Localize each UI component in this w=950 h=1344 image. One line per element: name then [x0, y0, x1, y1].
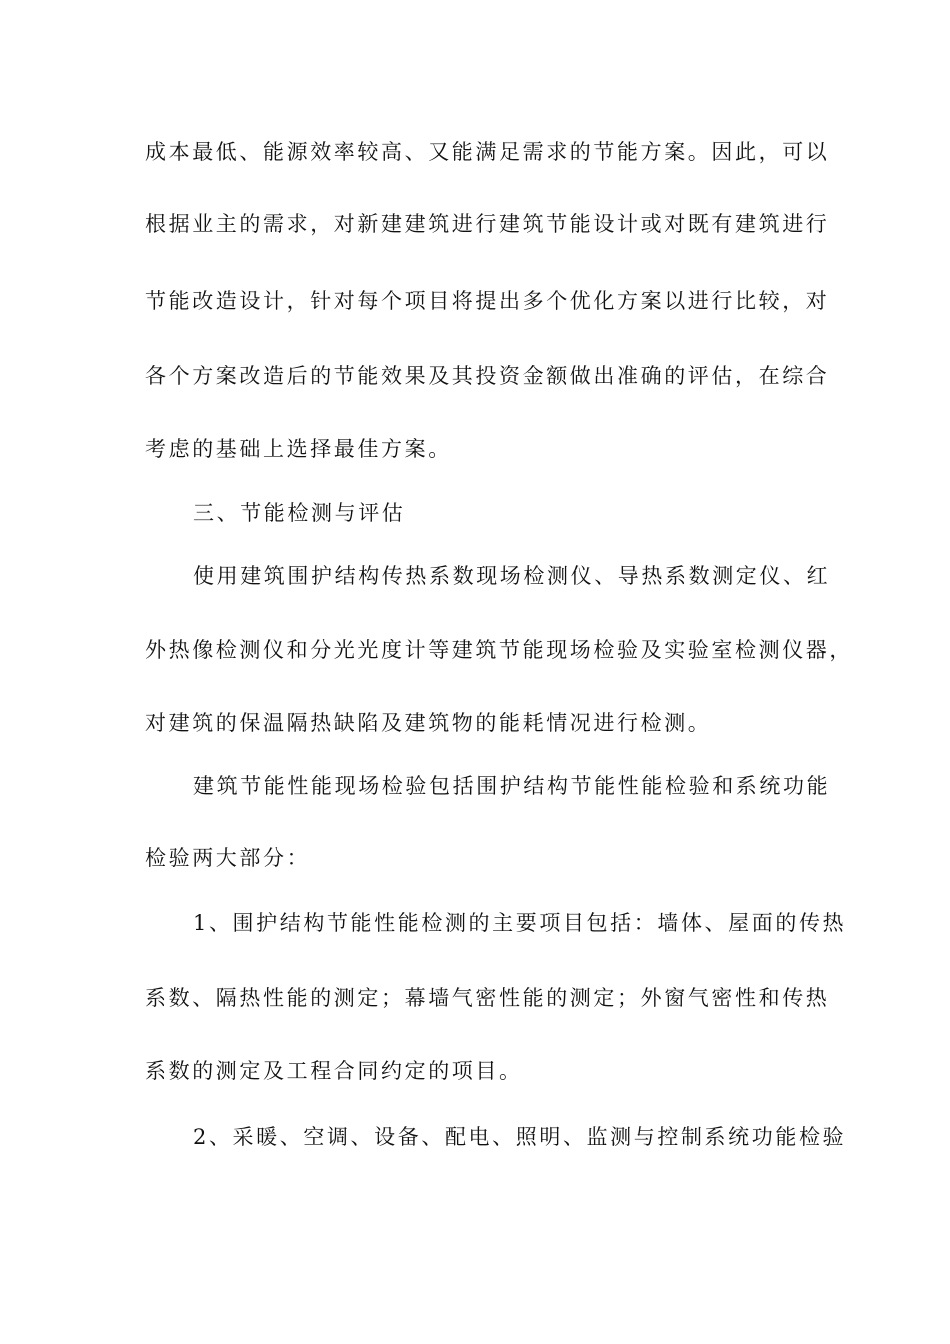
text-line: 外热像检测仪和分光光度计等建筑节能现场检验及实验室检测仪器，: [145, 638, 853, 662]
text-line: 成本最低、能源效率较高、又能满足需求的节能方案。因此，可以: [145, 140, 830, 164]
text-line: 对建筑的保温隔热缺陷及建筑物的能耗情况进行检测。: [145, 711, 712, 735]
section-heading: 三、节能检测与评估: [193, 501, 406, 525]
text-line: 检验两大部分：: [145, 846, 311, 870]
text-line: 各个方案改造后的节能效果及其投资金额做出准确的评估，在综合: [145, 364, 830, 388]
text-line: 系数的测定及工程合同约定的项目。: [145, 1059, 523, 1083]
text-line: 使用建筑围护结构传热系数现场检测仪、导热系数测定仪、红: [193, 564, 831, 588]
text-line: 节能改造设计，针对每个项目将提出多个优化方案以进行比较，对: [145, 289, 830, 313]
text-line: 建筑节能性能现场检验包括围护结构节能性能检验和系统功能: [193, 774, 831, 798]
text-line: 2、采暖、空调、设备、配电、照明、监测与控制系统功能检验: [193, 1125, 847, 1149]
text-line: 根据业主的需求，对新建建筑进行建筑节能设计或对既有建筑进行: [145, 212, 830, 236]
text-line: 1、围护结构节能性能检测的主要项目包括：墙体、屋面的传热: [193, 911, 847, 935]
text-line: 系数、隔热性能的测定；幕墙气密性能的测定；外窗气密性和传热: [145, 986, 830, 1010]
text-line: 考虑的基础上选择最佳方案。: [145, 437, 452, 461]
